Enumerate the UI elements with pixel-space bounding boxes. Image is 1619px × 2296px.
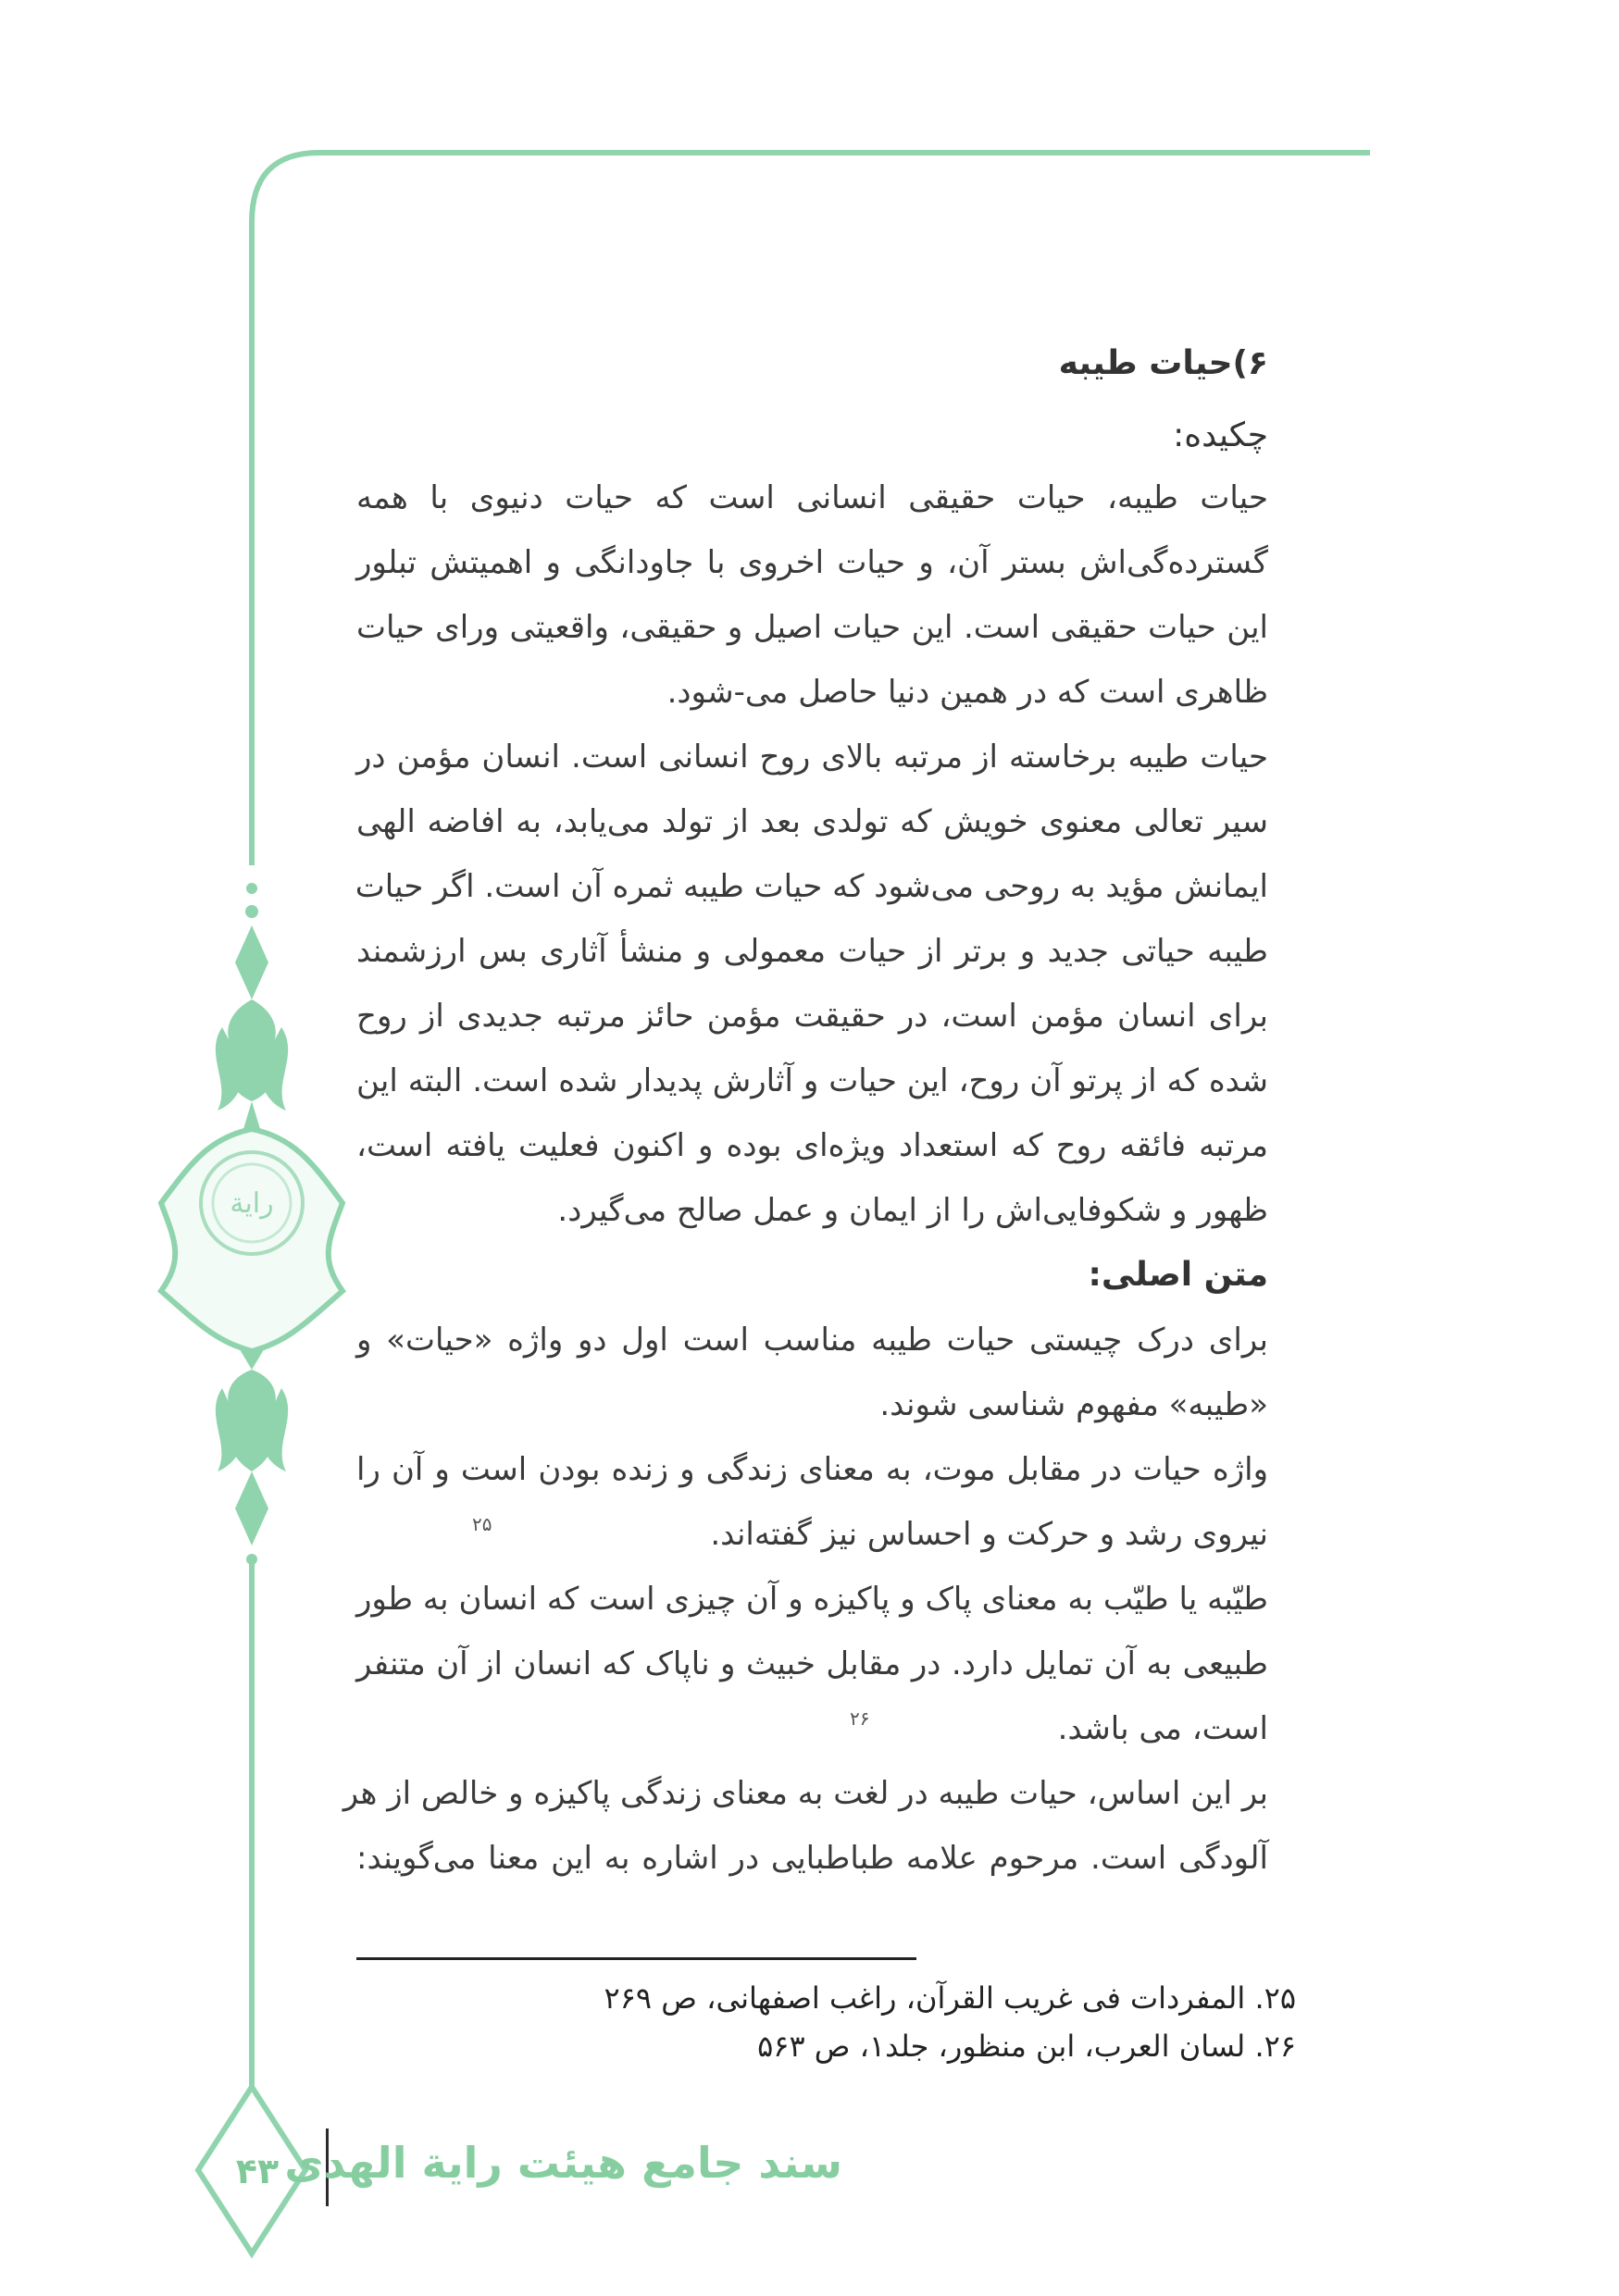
summary-line: ایمانش مؤید به روحی می‌شود که حیات طیبه ثمره آن است. اگر حیات bbox=[355, 868, 1268, 905]
summary-line: مرتبه فائقه روح که استعداد ویژه‌ای بوده و اکنون فعلیت یافته است، bbox=[356, 1127, 1268, 1164]
summary-line: سیر تعالی معنوی خویش که تولدی بعد از تولد می‌یابد، به افاضه الهی bbox=[356, 803, 1268, 840]
main-line: واژه حیات در مقابل موت، به معنای زندگی و زنده بودن است و آن را bbox=[356, 1451, 1268, 1488]
summary-line: ظاهری است که در همین دنیا حاصل می-شود. bbox=[666, 674, 1268, 711]
main-line: نیروی رشد و حرکت و احساس نیز گفته‌اند. bbox=[710, 1516, 1268, 1553]
main-line: «طیبه» مفهوم شناسی شوند. bbox=[879, 1386, 1268, 1423]
svg-text:رایة: رایة bbox=[230, 1187, 274, 1220]
summary-line: گسترده‌گی‌اش بستر آن، و حیات اخروی با جاودانگی و اهمیتش تبلور bbox=[356, 544, 1268, 581]
summary-line: شده که از پرتو آن روح، این حیات و آثارش پدیدار شده است. البته این bbox=[356, 1062, 1268, 1099]
main-text-label: متن اصلی: bbox=[1088, 1256, 1268, 1294]
summary-line: حیات طیبه، حیات حقیقی انسانی است که حیات دنیوی با همه bbox=[356, 479, 1268, 516]
footnote: ۲۵. المفردات فی غریب القرآن، راغب اصفهانی، ص ۲۶۹ bbox=[604, 1980, 1296, 2016]
summary-line: این حیات حقیقی است. این حیات اصیل و حقیقی، واقعیتی ورای حیات bbox=[356, 609, 1268, 646]
footnote-separator bbox=[356, 1957, 916, 1960]
summary-line: طیبه حیاتی جدید و برتر از حیات معمولی و منشأ آثاری بس ارزشمند bbox=[356, 933, 1268, 970]
main-line: است، می باشد. bbox=[1057, 1710, 1268, 1747]
summary-line: حیات طیبه برخاسته از مرتبه بالای روح انسانی است. انسان مؤمن در bbox=[356, 738, 1268, 776]
main-line: برای درک چیستی حیات طیبه مناسب است اول دو واژه «حیات» و bbox=[356, 1322, 1268, 1359]
footer-title: سند جامع هیئت رایة الهدی bbox=[284, 2138, 842, 2188]
main-line: طیّبه یا طیّب به معنای پاک و پاکیزه و آن چیزی است که انسان به طور bbox=[356, 1581, 1268, 1618]
footnote-ref: ۲۶ bbox=[850, 1707, 870, 1730]
main-line: آلودگی است. مرحوم علامه طباطبایی در اشاره به این معنا می‌گویند: bbox=[356, 1840, 1268, 1877]
section-heading: ۶)حیات طیبه bbox=[1058, 344, 1268, 382]
main-line: طبیعی به آن تمایل دارد. در مقابل خبیث و ناپاک که انسان از آن متنفر bbox=[356, 1645, 1268, 1682]
page-number: ۴۳ bbox=[235, 2151, 280, 2191]
footnote-ref: ۲۵ bbox=[472, 1513, 492, 1535]
summary-line: برای انسان مؤمن است، در حقیقت مؤمن حائز مرتبه جدیدی از روح bbox=[356, 998, 1268, 1035]
footnote: ۲۶. لسان العرب، ابن منظور، جلد۱، ص ۵۶۳ bbox=[757, 2029, 1296, 2064]
summary-line: ظهور و شکوفایی‌اش را از ایمان و عمل صالح می‌گیرد. bbox=[557, 1192, 1268, 1229]
medallion-ornament-icon bbox=[161, 1129, 342, 1351]
main-line: بر این اساس، حیات طیبه در لغت به معنای زندگی پاکیزه و خالص از هر bbox=[342, 1775, 1268, 1812]
summary-label: چکیده: bbox=[1173, 416, 1268, 454]
